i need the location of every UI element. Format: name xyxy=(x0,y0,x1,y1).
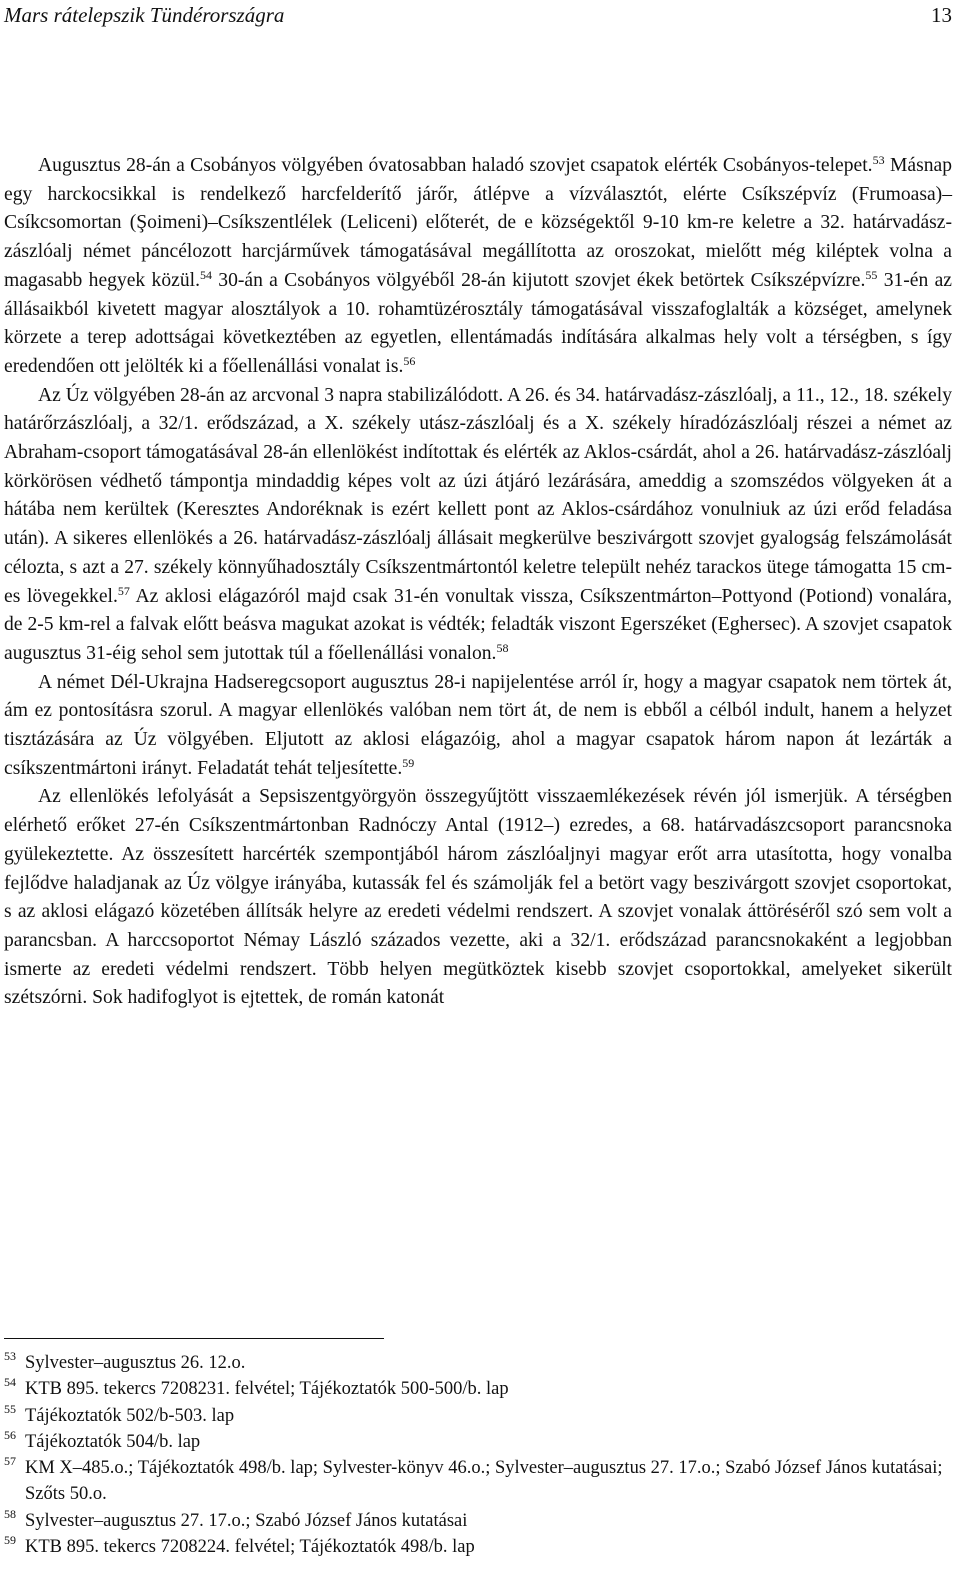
page-header xyxy=(4,0,952,30)
footnote-number: 59 xyxy=(4,1533,16,1548)
paragraph-text: Augusztus 28-án a Csobányos völgyében óvatosabban haladó szovjet csapatok elérték Csobányos-telepet. xyxy=(38,155,873,176)
footnote-ref[interactable]: 57 xyxy=(117,583,130,598)
paragraph-text: Az Úz völgyében 28-án az arcvonal 3 napra stabilizálódott. A 26. és 34. határvadász-zászlóalj, a 11., 12., 18. székely határőrzászlóalj, a 32/1. erődszázad, a X. székely utász-zászlóalj és a X. székely híradózászlóalj részei a német az Abraham-csoport támogatásával 28-án ellenlökést indítottak és elérték az Aklos-csárdát, ahol a 26. határvadász-zászlóalj körkörösen védhető támpontja mindaddig képes volt az úzi átjáró lezárására, ameddig a szomszédos völgyeken át a hátába nem kerültek (Keresztes Andoréknak is ezért kellett pont az Aklos-csárdához vonulniuk az úzi erőd feladása után). A sikeres ellenlökés a 26. határvadász-zászlóalj állásait megkerülve beszivárgott szovjet gyalogság felszámolását célozta, s azt a 27. székely könnyűhadosztály Csíkszentmártontól keletre települt nehéz tarackos ütege támogatta 15 cm-es lövegekkel. xyxy=(4,384,952,607)
footnote xyxy=(4,1534,952,1560)
footnote-divider xyxy=(4,1338,384,1339)
footnote-ref[interactable]: 54 xyxy=(199,267,212,282)
footnote xyxy=(4,1350,952,1376)
paragraph xyxy=(4,152,952,382)
footnote xyxy=(4,1429,952,1455)
footnote-text: Sylvester–augusztus 26. 12.o. xyxy=(25,1353,246,1373)
paragraph xyxy=(4,783,952,1013)
footnote-ref[interactable]: 55 xyxy=(865,267,878,282)
paragraph-text: 31-én az állásaikból kivetett magyar alosztályok a 10. rohamtüzérosztály támogatásával visszafoglalták a községet, amelynek körzete a terep adottságai következtében az egyetlen, ellentámadás indítására alkalmas hely volt a térségben, s így eredendően ott jelölték ki a főellenállási vonalat is. xyxy=(4,269,953,377)
footnote xyxy=(4,1403,952,1429)
footnote-number: 57 xyxy=(4,1454,16,1469)
paragraph xyxy=(4,382,952,669)
paragraph-text: Másnap egy harckocsikkal is rendelkező harcfelderítő járőr, átlépve a vízválasztót, elérte Csíkszépvíz (Frumoasa)–Csíkcsomortan (Şoimeni)–Csíkszentlélek (Leliceni) előterét, de e községektől 9-10 km-re keletre a 32. határvadász-zászlóalj német páncélozott harcjárművek támogatásával megállította az oroszokat, mielőtt még kiléptek volna a magasabb hegyek közül. xyxy=(4,155,952,291)
paragraph xyxy=(4,669,952,784)
paragraph-text: 30-án a Csobányos völgyéből 28-án kijutott szovjet ékek betörtek Csíkszépvízre. xyxy=(211,269,866,291)
footnote-ref[interactable]: 59 xyxy=(402,755,415,770)
page-number: 13 xyxy=(931,2,952,27)
footnote-number: 53 xyxy=(4,1349,16,1363)
footnote-text: Tájékoztatók 504/b. lap xyxy=(25,1431,201,1452)
footnote xyxy=(4,1508,952,1534)
footnote xyxy=(4,1455,952,1508)
footnotes xyxy=(4,1350,952,1560)
footnote-text: Tájékoztatók 502/b-503. lap xyxy=(25,1405,235,1426)
footnote-ref[interactable]: 58 xyxy=(496,640,509,655)
body-text xyxy=(4,152,952,1013)
running-title: Mars rátelepszik Tündérországra xyxy=(4,2,285,27)
footnote-number: 58 xyxy=(4,1506,16,1521)
paragraph-text: Az ellenlökés lefolyását a Sepsiszentgyörgyön összegyűjtött visszaemlékezések révén jól ismerjük. A térségben elérhető erőket 27-én Csíkszentmártonban Radnóczy Antal (1912–) ezredes, a 68. határvadászcsoport parancsnoka gyülekeztette. Az összesített harcérték szempontjából három zászlóaljnyi magyar erőt arra utasította, hogy vonalba fejlődve haladjanak az Úz völgye irányába, kutassák fel és számolják fel a betört vagy beszivárgott szovjet csoportokat, s az aklosi elágazó közetében állítsák helyre az eredeti védelmi rendszert. A szovjet vonalak áttöréséről szó sem volt a parancsban. A harccsoportot Némay László százados vezette, aki a 32/1. erődszázad parancsnokaként a legjobban ismerte az eredeti védelmi rendszert. Több helyen megütköztek kisebb szovjet csoportokkal, amelyeket sikerült szétszórni. Sok hadifoglyot is ejtettek, de román katonát xyxy=(4,786,952,1009)
footnote-number: 54 xyxy=(4,1375,16,1390)
footnote-ref[interactable]: 53 xyxy=(872,153,885,167)
footnote-text: KTB 895. tekercs 7208224. felvétel; Tájékoztatók 498/b. lap xyxy=(25,1537,475,1558)
footnote xyxy=(4,1376,952,1402)
footnote-text: KM X–485.o.; Tájékoztatók 498/b. lap; Sylvester-könyv 46.o.; Sylvester–augusztus 27. 17.o.; Szabó József János kutatásai; Szőts 50.o. xyxy=(25,1458,943,1505)
footnote-ref[interactable]: 56 xyxy=(403,353,416,368)
footnote-number: 56 xyxy=(4,1427,16,1442)
paragraph-text: A német Dél-Ukrajna Hadseregcsoport augusztus 28-i napijelentése arról ír, hogy a magyar csapatok nem törtek át, ám ez pontosításra szorul. A magyar ellenlökés valóban nem tört át, de nem is ebből a célból indult, hanem a helyzet tisztázására az Úz völgyében. Eljutott az aklosi elágazóig, ahol a magyar csapatok három napon át lezárták a csíkszentmártoni irányt. Feladatát tehát teljesítette. xyxy=(4,671,952,779)
footnote-text: Sylvester–augusztus 27. 17.o.; Szabó József János kutatásai xyxy=(25,1510,468,1531)
footnote-text: KTB 895. tekercs 7208231. felvétel; Tájékoztatók 500-500/b. lap xyxy=(25,1379,509,1400)
paragraph-text: Az aklosi elágazóról majd csak 31-én vonultak vissza, Csíkszentmárton–Pottyond (Potiond) vonalára, de 2-5 km-rel a falvak előtt beásva magukat azokat is védték; feladták viszont Egerszéket (Eghersec). A szovjet csapatok augusztus 31-éig sehol sem jutottak túl a főellenállási vonalon. xyxy=(4,585,952,664)
footnote-number: 55 xyxy=(4,1401,16,1416)
